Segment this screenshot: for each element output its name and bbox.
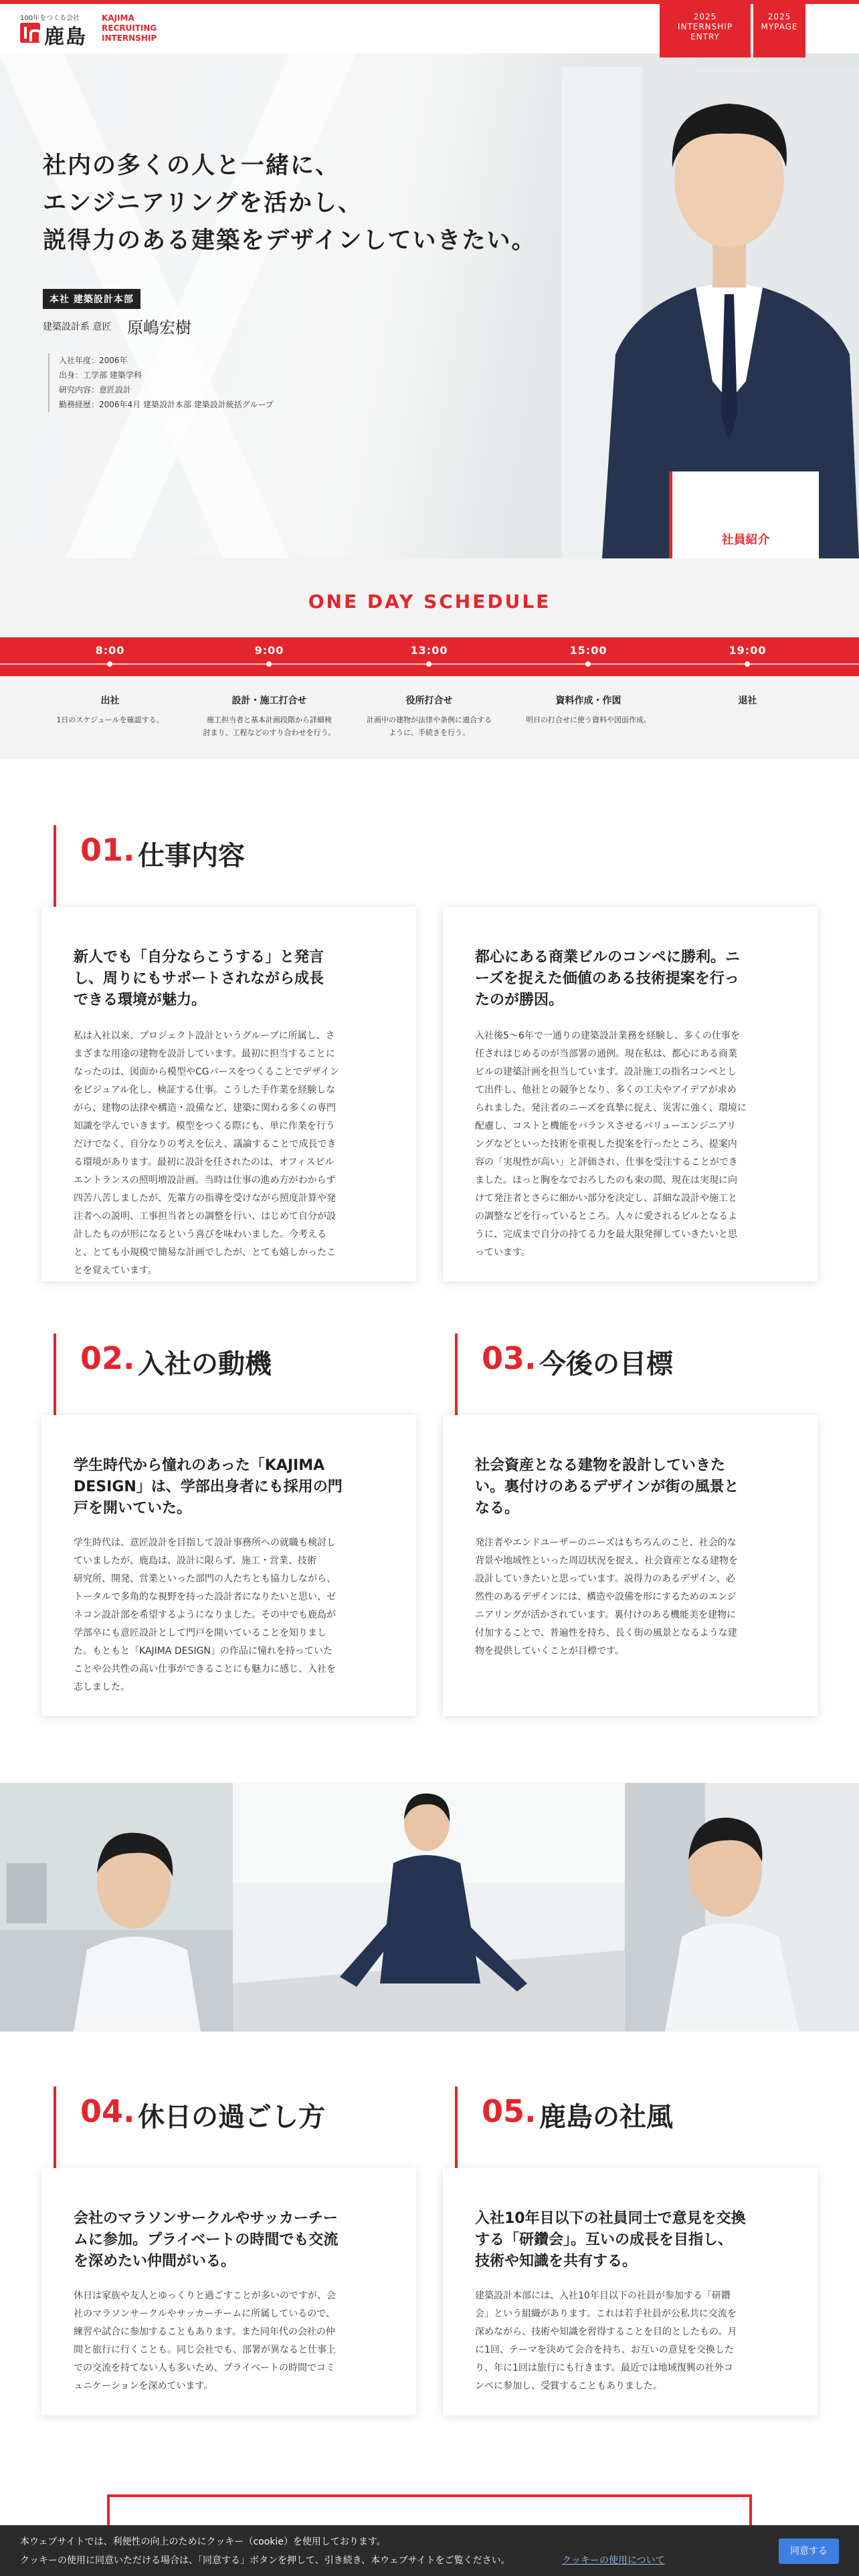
desc-line: 討まり、工程などのすり合わせを行う。: [203, 728, 336, 737]
person-role: 建築設計系 意匠: [43, 322, 112, 332]
body-line: 志しました。: [74, 1682, 130, 1693]
timeline-dot: [107, 661, 112, 667]
heading-line: 新人でも「自分ならこうする」と発言: [74, 949, 324, 966]
heading-line: ーズを捉えた価値のある技術提案を行っ: [475, 970, 739, 987]
heading-line: 入社10年目以下の社員同士で意見を交換: [475, 2210, 746, 2227]
section-number: 02.: [80, 1340, 135, 1376]
body-line: に1回、テーマを決めて会合を持ち、お互いの意見を交換した: [475, 2345, 734, 2355]
body-line: 会」という組織があります。これは若手社員が公私共に交流を: [475, 2309, 737, 2319]
detail-line: 入社年度：2006年: [59, 356, 128, 365]
section-title: 休日の過ごし方: [138, 2102, 325, 2133]
slot-time: 13:00: [410, 644, 448, 657]
person-details: [48, 353, 274, 412]
office-photo-3: [625, 1783, 859, 2032]
section-title: 入社の動機: [138, 1349, 272, 1380]
site-header: [0, 0, 859, 53]
intro-label: 社員紹介: [721, 533, 770, 547]
body-line: ンペに参加し、受賞することもありました。: [475, 2381, 662, 2391]
heading-line: を深めたい仲間がいる。: [74, 2253, 236, 2270]
desc-line: 施工担当者と基本計画段階から詳細検: [207, 716, 332, 724]
section-title: 今後の目標: [539, 1349, 673, 1380]
mypage-year: 2025: [767, 12, 791, 21]
slot-task: 資料作成・作図: [555, 695, 622, 706]
cookie-text: 本ウェブサイトでは、利便性の向上のためにクッキー（cookie）を使用しております。: [20, 2537, 386, 2547]
entry-label: INTERNSHIP: [677, 22, 733, 31]
card-heading: [74, 2208, 338, 2272]
slot-task: 退社: [738, 695, 757, 706]
person-name: 原嶋宏樹: [127, 318, 191, 337]
logo-subtitle: [102, 13, 157, 43]
body-line: る環境があります。最初に設計を任されたのは、オフィスビル: [74, 1157, 335, 1168]
card-body: [74, 1027, 339, 1280]
body-line: り、年に1回は旅行にも行きます。最近では地域復興の社外コ: [475, 2363, 733, 2373]
desc-line: 明日の打合せに使う資料や図面作成。: [526, 716, 651, 724]
heading-line: する「研鑽会」。互いの成長を目指し、: [475, 2232, 733, 2248]
body-line: ビルの建築計画を担当しています。設計施工の指名コンペとし: [475, 1067, 737, 1077]
slot-time: 8:00: [95, 644, 125, 657]
desc-line: 1日のスケジュールを確認する。: [56, 716, 164, 724]
card-body: [475, 1534, 738, 1660]
body-line: ていましたが、鹿島は、設計に限らず、施工・営業、技術: [74, 1555, 316, 1566]
body-line: ネコン設計部を希望するようになりました。その中でも鹿島が: [74, 1610, 336, 1620]
body-line: 社のマラソンサークルやサッカーチームに所属しているので、: [74, 2309, 336, 2319]
heading-line: なる。: [475, 1500, 520, 1517]
body-line: 注者への説明、工事担当者との調整を行い、はじめて自分が設: [74, 1211, 336, 1222]
slot-desc: [24, 714, 196, 726]
heading-line: できる環境が魅力。: [74, 992, 207, 1008]
detail-line: 出身：工学部 建築学科: [59, 370, 142, 380]
slot-desc: [502, 714, 674, 726]
section-number: 04.: [80, 2093, 135, 2129]
heading-line: DESIGN」は、学部出身者にも採用の門: [74, 1479, 343, 1495]
hero-title-line: エンジニアリングを活かし、: [43, 190, 363, 217]
body-line: 計したものが形になるという喜びを味わいました。今考える: [74, 1229, 326, 1240]
goals-card: [443, 1415, 818, 1716]
body-line: 然性のあるデザインには、構造や設備を形にするためのエンジ: [475, 1592, 737, 1602]
slot-time: 9:00: [254, 644, 284, 657]
body-line: ました。ほっと胸をなでおろしたのも束の間、現在は実現に向: [475, 1175, 737, 1186]
hero-section: [0, 53, 859, 558]
cookie-consent-bar: [0, 2525, 859, 2576]
timeline-dot: [426, 661, 432, 667]
heading-line: い。裏付けのあるデザインが街の風景と: [475, 1479, 739, 1495]
section-number: 05.: [482, 2093, 537, 2129]
slot-task: 設計・施工打合せ: [231, 695, 307, 706]
logo-sub-line: KAJIMA: [102, 13, 134, 23]
card-heading: [74, 1455, 343, 1519]
section-number: 03.: [482, 1340, 537, 1376]
section-number: 01.: [80, 832, 135, 868]
card-body: [74, 2287, 336, 2395]
schedule-section: [0, 558, 859, 759]
office-photo-2: [233, 1783, 625, 2032]
timeline-dot: [585, 661, 591, 667]
heading-line: 戸を開いていた。: [74, 1500, 192, 1517]
body-line: 学部卒にも意匠設計として門戸を開いていることを知りまし: [74, 1628, 326, 1638]
heading-line: ムに参加。プライベートの時間でも交流: [74, 2232, 339, 2248]
hero-title: [43, 147, 537, 259]
mypage-button[interactable]: [753, 0, 805, 58]
slot-time: 19:00: [729, 644, 767, 657]
body-line: ュニケーションを深めています。: [74, 2381, 213, 2391]
logo-sub-line: INTERNSHIP: [102, 33, 157, 43]
card-body: [475, 1027, 747, 1262]
logo-tagline: 100年をつくる会社: [20, 15, 80, 22]
body-line: 背景や地域性といった周辺状況を捉え、社会資産となる建物を: [475, 1555, 738, 1566]
desc-line: ように、手続きを行う。: [389, 728, 470, 737]
body-line: 研究所、開発、営業といった部門の人たちとも協力しながら、: [74, 1574, 336, 1584]
department-badge: 本社 建築設計本部: [43, 289, 140, 309]
motivation-card: [41, 1415, 416, 1716]
body-line: 発注者やエンドユーザーのニーズはもちろんのこと、社会的な: [475, 1537, 737, 1548]
section-title: 鹿島の社風: [539, 2102, 673, 2133]
culture-card: [443, 2168, 818, 2416]
body-line: ニアリングが活かされています。裏付けのある機能美を建物に: [475, 1610, 737, 1620]
body-line: 間と旅行に行くことも。同じ会社でも、部署が異なると仕事上: [74, 2345, 336, 2355]
body-line: 私は入社以来、プロジェクト設計というグループに所属し、さ: [74, 1031, 335, 1041]
desc-line: 計画中の建物が法律や条例に適合する: [367, 716, 492, 724]
body-line: 練習や試合に参加することもあります。また同年代の会社の仲: [74, 2327, 335, 2337]
body-line: られました。発注者のニーズを真摯に捉え、災害に強く、環境に: [475, 1103, 747, 1113]
body-line: とを覚えています。: [74, 1265, 157, 1276]
body-line: 深めながら、技術や知識を習得することを目的としたもの。月: [475, 2327, 737, 2337]
body-line: た。もともと「KAJIMA DESIGN」の作品に憧れを持っていた: [74, 1646, 332, 1656]
timeline-dot: [745, 661, 750, 667]
timeline-dot: [266, 661, 272, 667]
hero-title-line: 社内の多くの人と一緒に、: [43, 152, 341, 179]
card-heading: [475, 947, 740, 1011]
body-line: トータルで多角的な視野を持った設計者になりたいと思い、ゼ: [74, 1592, 336, 1602]
mypage-label: MYPAGE: [761, 22, 798, 31]
slot-time: 15:00: [569, 644, 607, 657]
kajima-logo-icon[interactable]: [20, 23, 40, 43]
schedule-timeline: [0, 637, 859, 676]
body-line: 学生時代は、意匠設計を目指して設計事務所への就職も検討し: [74, 1537, 336, 1548]
slot-task: 出社: [100, 695, 120, 706]
card-heading: [475, 1455, 739, 1519]
office-photo-1: [0, 1783, 233, 2032]
body-line: 四苦八苦しましたが、先輩方の指導を受けながら照度計算や発: [74, 1193, 336, 1204]
body-line: での交流を持てない人も多いため、プライベートの時間でコミ: [74, 2363, 336, 2373]
body-line: なったのは、図面から模型やCGパースをつくることでデザイン: [74, 1067, 339, 1077]
body-line: の調整などを行っているところ。人々に愛されるビルとなるよ: [475, 1211, 737, 1222]
body-line: 知識を学んでいきます。模型をつくる際にも、単に作業を行う: [74, 1121, 335, 1132]
cookie-agree-button[interactable]: 同意する: [779, 2539, 839, 2564]
work-card-right: [443, 907, 818, 1281]
work-card-left: [41, 907, 416, 1281]
heading-line: し、周りにもサポートされながら成長: [74, 970, 324, 987]
heading-line: 会社のマラソンサークルやサッカーチー: [74, 2210, 338, 2227]
body-line: をビジュアル化し、検証する仕事。こうした手作業を経験しな: [74, 1085, 336, 1095]
internship-entry-button[interactable]: [660, 0, 751, 58]
heading-line: 技術や知識を共有する。: [475, 2253, 638, 2270]
body-line: 配慮し、コストと機能をバランスさせるバリューエンジニアリ: [475, 1121, 737, 1132]
entry-year: 2025: [693, 12, 717, 21]
entry-label: ENTRY: [690, 32, 720, 41]
body-line: 容の「実現性が高い」と評価され、仕事を受注することができ: [475, 1157, 738, 1168]
heading-line: 学生時代から憧れのあった「KAJIMA: [74, 1457, 325, 1474]
heading-line: たのが勝因。: [475, 992, 564, 1008]
body-line: ことや公共性の高い仕事ができることにも魅力に感じ、入社を: [74, 1664, 336, 1675]
body-line: だけでなく、自分なりの考えを伝え、議論することで成長でき: [74, 1139, 337, 1150]
body-line: エントランスの照明増設計画。当時は仕事の進め方がわからず: [74, 1175, 336, 1186]
detail-line: 勤務経歴：2006年4月 建築設計本部 建築設計統括グループ: [59, 400, 274, 409]
body-line: 物を提供していくことが目標です。: [475, 1646, 624, 1656]
hero-title-line: 説得力のある建築をデザインしていきたい。: [43, 227, 537, 254]
body-line: がら、建物の法律や構造・設備など、建築に関わる多くの専門: [74, 1103, 336, 1113]
card-body: [74, 1534, 336, 1697]
body-line: 休日は家族や友人とゆっくりと過ごすことが多いのですが、会: [74, 2290, 336, 2301]
schedule-title: ONE DAY SCHEDULE: [308, 591, 551, 613]
logo-name[interactable]: 鹿島: [44, 25, 87, 49]
card-heading: [475, 2208, 746, 2272]
body-line: まざまな用途の建物を設計しています。最初に担当することに: [74, 1049, 335, 1059]
body-line: 入社後5〜6年で一通りの建築設計業務を経験し、多くの仕事を: [475, 1031, 740, 1041]
card-body: [475, 2287, 737, 2395]
heading-line: 都心にある商業ビルのコンペに勝利。ニ: [475, 949, 741, 966]
card-heading: [74, 947, 324, 1011]
body-line: 付加することで、普遍性を持ち、長く街の風景となるような建: [475, 1628, 737, 1638]
body-line: 設計していきたいと思っています。説得力のあるデザイン、必: [475, 1574, 735, 1584]
cookie-text: クッキーの使用に同意いただける場合は、「同意する」ボタンを押して、引き続き、本ウェブサイトをご覧ください。: [20, 2555, 510, 2566]
body-line: 建築設計本部には、入社10年目以下の社員が参加する「研鑽: [475, 2290, 731, 2301]
photo-strip: [0, 1783, 859, 2032]
slot-task: 役所打合せ: [405, 695, 453, 706]
slot-desc: [343, 714, 515, 739]
section-title: 仕事内容: [138, 841, 245, 871]
body-line: うに、完成まで自分の持てる力を最大限発揮していきたいと思: [475, 1229, 737, 1240]
employee-intro-link[interactable]: [669, 471, 819, 558]
body-line: ングなどといった技術を重視した提案を行ったところ、提案内: [475, 1139, 737, 1150]
heading-line: 社会資産となる建物を設計していきた: [475, 1457, 726, 1474]
body-line: て出件し、他社との競争となり、多くの工夫やアイデアが求め: [475, 1085, 737, 1095]
logo-sub-line: RECRUITING: [102, 23, 157, 33]
slot-desc: [183, 714, 355, 739]
body-line: 任されはじめるのが当部署の通例。現在私は、都心にある商業: [475, 1049, 737, 1059]
body-line: っています。: [475, 1247, 531, 1258]
cookie-policy-link[interactable]: クッキーの使用について: [562, 2555, 665, 2566]
holiday-card: [41, 2168, 416, 2416]
body-line: と、とても小規模で簡易な計画でしたが、とても嬉しかったこ: [74, 1247, 336, 1258]
detail-line: 研究内容：意匠設計: [59, 385, 132, 395]
body-line: けて発注者とさらに細かい部分を決定し、詳細な設計や施工と: [475, 1193, 737, 1204]
